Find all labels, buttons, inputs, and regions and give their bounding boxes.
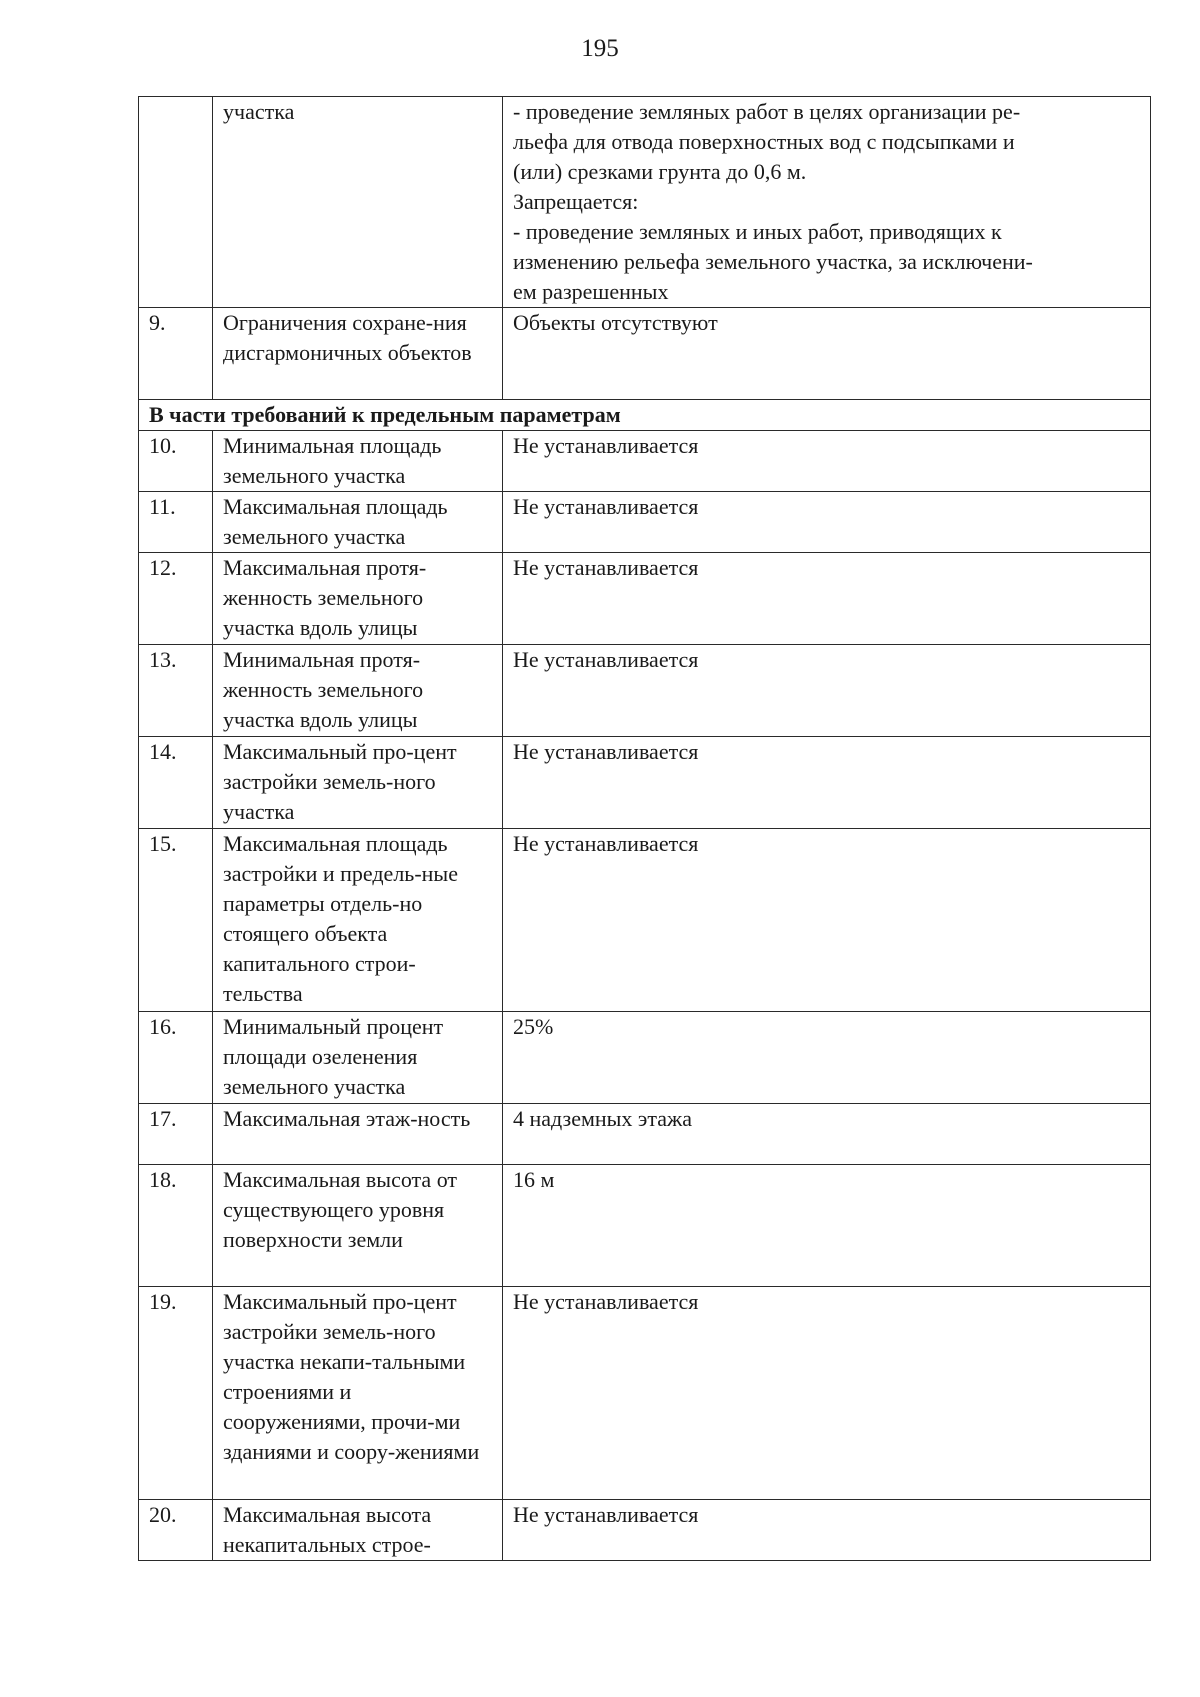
row-value-cell: 16 м [503, 1165, 1151, 1287]
row-value-cell: Не устанавливается [503, 492, 1151, 553]
row-number-cell [139, 97, 213, 308]
value-line: (или) срезками грунта до 0,6 м. [513, 159, 807, 184]
row-name-cell: участка [213, 97, 503, 308]
table-row [139, 1012, 1151, 1104]
value-line: Запрещается: [513, 189, 639, 214]
row-number-cell: 10. [139, 431, 213, 492]
row-value-cell: Не устанавливается [503, 1500, 1151, 1561]
row-name-cell: Максимальный про-цент застройки земель-ного участка некапи-тальными строениями и сооружениями, прочи-ми зданиями и соору-жениями [213, 1287, 503, 1500]
page-number: 195 [581, 35, 619, 62]
row-value-cell: Объекты отсутствуют [503, 308, 1151, 400]
row-number-cell: 19. [139, 1287, 213, 1500]
row-value-cell: 4 надземных этажа [503, 1104, 1151, 1165]
row-value-cell: Не устанавливается [503, 645, 1151, 737]
row-number-cell: 20. [139, 1500, 213, 1561]
row-name-cell: Максимальная протя-женность земельного участка вдоль улицы [213, 553, 503, 645]
section-heading-row [139, 400, 1151, 431]
row-name-cell: Максимальная площадь земельного участка [213, 492, 503, 553]
table-row [139, 1165, 1151, 1287]
row-number-cell: 17. [139, 1104, 213, 1165]
table-row [139, 308, 1151, 400]
value-line: ем разрешенных [513, 279, 669, 304]
value-line: - проведение земляных работ в целях организации ре- [513, 99, 1021, 124]
row-value-cell: Не устанавливается [503, 553, 1151, 645]
regulations-table [138, 96, 1151, 1561]
row-number-cell: 15. [139, 829, 213, 1012]
row-value-cell: Не устанавливается [503, 1287, 1151, 1500]
value-line: - проведение земляных и иных работ, приводящих к [513, 219, 1002, 244]
row-number-cell: 18. [139, 1165, 213, 1287]
row-number-cell: 12. [139, 553, 213, 645]
row-value-cell [503, 97, 1151, 308]
row-name-cell: Ограничения сохране-ния дисгармоничных объектов [213, 308, 503, 400]
row-number-cell: 13. [139, 645, 213, 737]
row-value-cell: Не устанавливается [503, 829, 1151, 1012]
table-row [139, 645, 1151, 737]
row-name-cell: Минимальный процент площади озеленения земельного участка [213, 1012, 503, 1104]
table-row [139, 553, 1151, 645]
row-name-cell: Максимальный про-цент застройки земель-ного участка [213, 737, 503, 829]
table-row [139, 97, 1151, 308]
table-row [139, 431, 1151, 492]
row-value-cell: Не устанавливается [503, 431, 1151, 492]
row-number-cell: 11. [139, 492, 213, 553]
row-name-cell: Максимальная высота от существующего уровня поверхности земли [213, 1165, 503, 1287]
row-name-cell: Минимальная площадь земельного участка [213, 431, 503, 492]
table-row [139, 1287, 1151, 1500]
table-row [139, 829, 1151, 1012]
row-number-cell: 14. [139, 737, 213, 829]
value-line: изменению рельефа земельного участка, за исключени- [513, 249, 1033, 274]
section-heading: В части требований к предельным параметрам [139, 400, 1151, 431]
row-name-cell: Максимальная этаж-ность [213, 1104, 503, 1165]
row-name-cell: Минимальная протя-женность земельного участка вдоль улицы [213, 645, 503, 737]
table-row [139, 1500, 1151, 1561]
table-row [139, 492, 1151, 553]
row-number-cell: 9. [139, 308, 213, 400]
table-row [139, 1104, 1151, 1165]
row-number-cell: 16. [139, 1012, 213, 1104]
table-row [139, 737, 1151, 829]
value-line: льефа для отвода поверхностных вод с подсыпками и [513, 129, 1015, 154]
row-name-cell: Максимальная высота некапитальных строе- [213, 1500, 503, 1561]
row-value-cell: Не устанавливается [503, 737, 1151, 829]
row-name-cell: Максимальная площадь застройки и предель-ные параметры отдель-но стоящего объекта капитального строи-тельства [213, 829, 503, 1012]
row-value-cell: 25% [503, 1012, 1151, 1104]
